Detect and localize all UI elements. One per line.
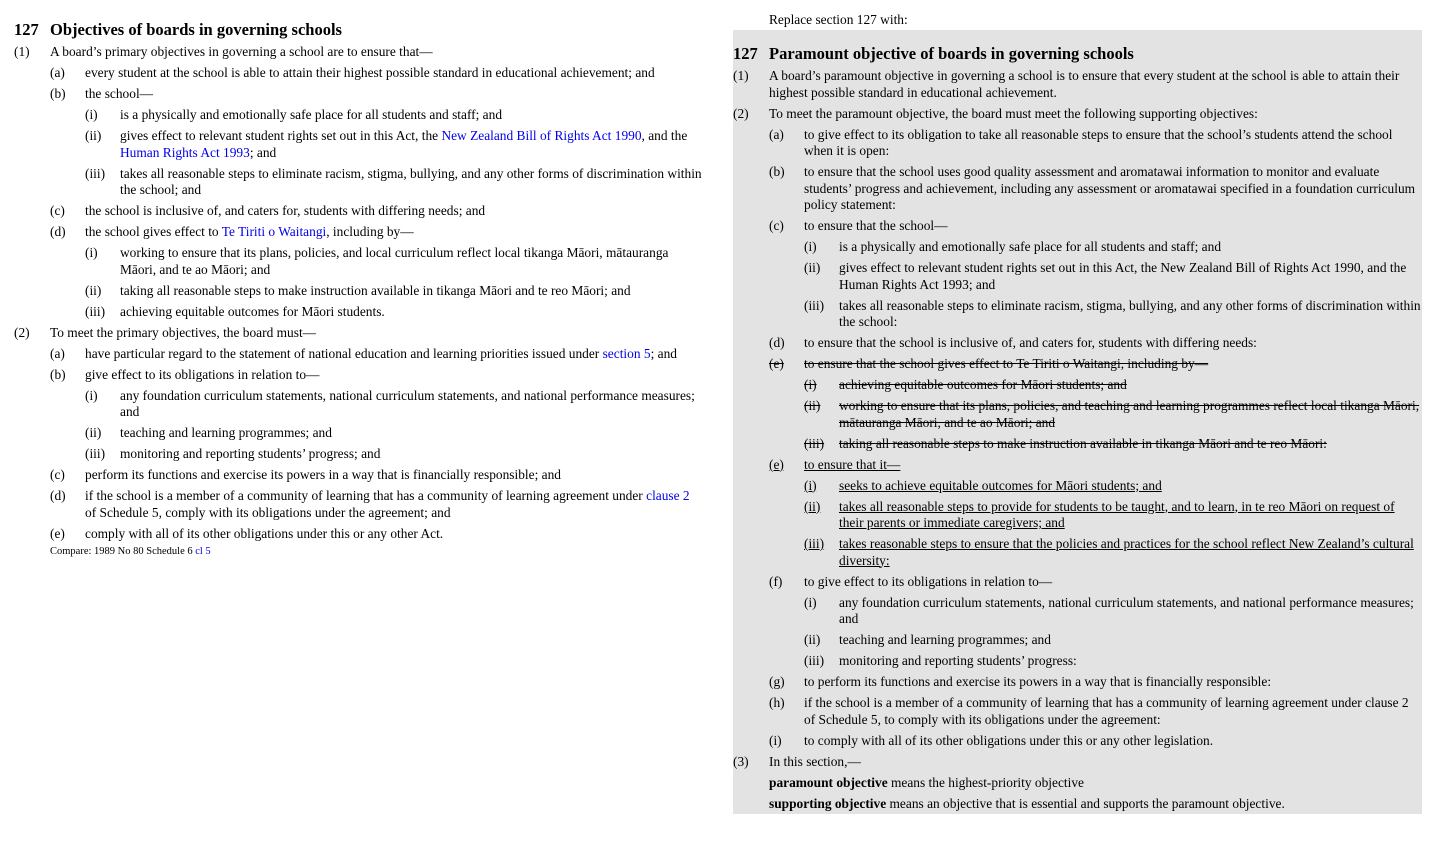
subparagraph-number: (ii): [804, 398, 821, 413]
subparagraph-text: takes all reasonable steps to eliminate racism, stigma, bullying, and any other forms of discrimination within the school; and: [120, 165, 702, 197]
inserted-subparagraph: [733, 536, 1422, 569]
subparagraph-text: monitoring and reporting students’ progress:: [839, 653, 1077, 668]
paragraph: [14, 467, 704, 484]
text-fragment: have particular regard to the statement of national education and learning priorities issued under: [85, 345, 603, 361]
subparagraph-number: (iii): [804, 653, 825, 668]
paragraph-number: (d): [50, 224, 66, 239]
subparagraph: [733, 595, 1422, 628]
definition-term: paramount objective: [769, 774, 888, 790]
subparagraph-text: is a physically and emotionally safe place for all students and staff; and: [839, 239, 1222, 254]
human-rights-act-link[interactable]: Human Rights Act 1993: [120, 144, 250, 160]
subparagraph-text: gives effect to relevant student rights set out in this Act, the New Zealand Bill of Rights Act 1990, and the Human Rights Act 1993; and: [839, 260, 1407, 292]
definition-text: [769, 796, 1422, 813]
paragraph-number: (f): [769, 573, 783, 589]
inserted-paragraph: [733, 457, 1422, 474]
paragraph-number: (d): [50, 488, 66, 503]
text-fragment: of Schedule 5, comply with its obligations under the agreement; and: [85, 504, 451, 520]
subsection: [14, 325, 704, 342]
paragraph: [14, 346, 704, 363]
te-tiriti-link[interactable]: Te Tiriti o Waitangi: [221, 224, 327, 239]
subparagraph: [14, 446, 704, 463]
amendment-intro: Replace section 127 with:: [769, 12, 908, 27]
subparagraph-text: any foundation curriculum statements, national curriculum statements, and national performance measures; and: [839, 594, 1414, 626]
deleted-subparagraph: [733, 436, 1422, 453]
deleted-paragraph: [733, 356, 1422, 373]
bill-of-rights-link[interactable]: New Zealand Bill of Rights Act 1990: [441, 128, 642, 143]
inserted-text: takes reasonable steps to ensure that the policies and practices for the school reflect New Zealand’s cultural diversity:: [839, 536, 1414, 568]
paragraph-number: (b): [50, 366, 66, 382]
paragraph-text: to give effect to its obligations in relation to—: [804, 573, 1053, 589]
paragraph-text: comply with all of its other obligations under this or any other Act.: [85, 525, 444, 541]
paragraph-number: (b): [769, 164, 785, 179]
subparagraph-number: (i): [85, 387, 98, 403]
subparagraph: [733, 653, 1422, 670]
subparagraph-text: monitoring and reporting students’ progress; and: [120, 446, 381, 461]
section-number: 127: [14, 20, 39, 39]
paragraph: [733, 335, 1422, 352]
paragraph-number: (c): [50, 203, 65, 218]
text-fragment: , including by—: [326, 224, 414, 239]
subparagraph: [14, 245, 704, 278]
subparagraph-text: takes all reasonable steps to eliminate racism, stigma, bullying, and any other forms of discrimination within the school:: [839, 297, 1421, 329]
definition: [733, 775, 1422, 792]
paragraph-text: to ensure that the school uses good quality assessment and aromatawai information to monitor and evaluate students’ progress and achievement, including any assessment or aromatawai specified in a foundation curriculum policy statement:: [804, 164, 1416, 212]
subparagraph-number: (ii): [804, 260, 821, 275]
current-section-column: [14, 0, 704, 558]
definition-text: [769, 775, 1422, 792]
subparagraph: [14, 388, 704, 421]
paragraph: [14, 367, 704, 384]
replacement-section-panel: [733, 30, 1422, 814]
paragraph: [733, 695, 1422, 728]
subparagraph-number: (ii): [85, 282, 102, 298]
paragraph: [733, 733, 1422, 750]
subsection-number: (1): [14, 44, 30, 59]
section-heading: [14, 20, 704, 40]
paragraph-text: to ensure that the school—: [804, 218, 948, 233]
subsection-text: To meet the paramount objective, the board must meet the following supporting objectives:: [769, 105, 1258, 121]
compare-text: Compare: 1989 No 80 Schedule 6: [50, 545, 196, 557]
paragraph-text: if the school is a member of a community of learning that has a community of learning agreement under clause 2 of Schedule 5, to comply with its obligations under the agreement:: [804, 695, 1409, 727]
paragraph-number: (e): [769, 356, 784, 371]
paragraph-text: [85, 488, 704, 521]
subparagraph-text: teaching and learning programmes; and: [120, 425, 332, 440]
paragraph: [14, 488, 704, 521]
subparagraph-number: (i): [804, 377, 817, 392]
paragraph-text: give effect to its obligations in relation to—: [85, 366, 320, 382]
subparagraph: [14, 107, 704, 124]
paragraph-number: (e): [50, 525, 65, 541]
paragraph-number: (g): [769, 674, 785, 689]
paragraph-number: (a): [50, 345, 65, 361]
subsection-text: A board’s paramount objective in governing a school is to ensure that every student at the school is able to attain their highest possible standard in educational achievement.: [769, 68, 1400, 100]
subparagraph-text: achieving equitable outcomes for Māori students.: [120, 303, 385, 319]
paragraph-text: to comply with all of its other obligations under this or any other legislation.: [804, 732, 1214, 748]
subparagraph-number: (iii): [85, 165, 106, 181]
paragraph: [14, 203, 704, 220]
subparagraph-number: (iii): [85, 446, 106, 461]
subparagraph-number: (iii): [804, 536, 825, 551]
paragraph: [733, 218, 1422, 235]
paragraph: [14, 224, 704, 241]
deleted-text: to ensure that the school gives effect to Te Tiriti o Waitangi, including by—: [804, 356, 1209, 371]
paragraph-text: perform its functions and exercise its powers in a way that is financially responsible; and: [85, 467, 561, 482]
subparagraph-text: teaching and learning programmes; and: [839, 632, 1051, 647]
deleted-text: taking all reasonable steps to make instruction available in tikanga Māori and te reo Māori:: [839, 435, 1327, 451]
paragraph: [733, 127, 1422, 160]
subparagraph: [733, 632, 1422, 649]
subsection: [14, 44, 704, 61]
text-fragment: ; and: [650, 345, 677, 361]
subparagraph: [14, 128, 704, 161]
subparagraph: [14, 304, 704, 321]
paragraph-number: (e): [769, 456, 784, 472]
text-fragment: ; and: [249, 144, 277, 160]
paragraph-text: to perform its functions and exercise its powers in a way that is financially responsible:: [804, 674, 1272, 689]
subparagraph-number: (i): [804, 239, 817, 254]
subsection-text: A board’s primary objectives in governing a school are to ensure that—: [50, 44, 433, 59]
subparagraph: [14, 166, 704, 199]
paragraph: [733, 164, 1422, 214]
subparagraph-text: is a physically and emotionally safe place for all students and staff; and: [120, 107, 503, 122]
inserted-text: takes all reasonable steps to provide for students to be taught, and to learn, in te reo Māori on request of their parents or immediate caregivers; and: [839, 498, 1395, 530]
subparagraph-text: [120, 128, 704, 161]
text-fragment: if the school is a member of a community of learning that has a community of learning agreement under: [85, 488, 647, 503]
subsection: [733, 106, 1422, 123]
subsection-number: (2): [14, 324, 30, 340]
section-title: Objectives of boards in governing schools: [50, 20, 342, 39]
definition: [733, 796, 1422, 813]
compare-note: [14, 545, 704, 558]
subsection-number: (3): [733, 753, 749, 769]
paragraph-number: (a): [769, 126, 784, 142]
section-title: Paramount objective of boards in governing schools: [769, 44, 1134, 63]
paragraph: [14, 65, 704, 82]
paragraph-text: the school—: [85, 86, 154, 101]
subsection-number: (1): [733, 68, 749, 83]
paragraph: [14, 86, 704, 103]
paragraph-number: (a): [50, 65, 65, 80]
definition-body: means an objective that is essential and supports the paramount objective.: [886, 795, 1285, 811]
text-fragment: , and the: [641, 128, 688, 143]
subsection-text: To meet the primary objectives, the board must—: [50, 324, 317, 340]
subparagraph-number: (ii): [85, 425, 102, 440]
deleted-subparagraph: [733, 377, 1422, 394]
paragraph-number: (d): [769, 335, 785, 350]
section-5-link[interactable]: section 5: [602, 345, 651, 361]
definition-term: supporting objective: [769, 795, 887, 811]
subparagraph-number: (i): [85, 245, 98, 260]
clause-2-link[interactable]: clause 2: [646, 488, 690, 503]
subparagraph: [14, 425, 704, 442]
subparagraph: [733, 239, 1422, 256]
paragraph-text: to give effect to its obligation to take all reasonable steps to ensure that the school’s students attend the school when it is open:: [804, 126, 1393, 158]
paragraph-text: [85, 224, 704, 241]
subsection-text: In this section,—: [769, 753, 861, 769]
subsection: [733, 68, 1422, 101]
subparagraph-number: (i): [804, 477, 817, 493]
subparagraph-number: (iii): [804, 297, 825, 313]
paragraph-text: [85, 346, 704, 363]
deleted-text: working to ensure that its plans, policies, and teaching and learning programmes reflect local tikanga Māori, mātauranga Māori, and te ao Māori; and: [839, 398, 1420, 430]
section-number: 127: [733, 44, 758, 63]
subparagraph-number: (i): [85, 107, 98, 122]
paragraph-text: every student at the school is able to attain their highest possible standard in educational achievement; and: [85, 65, 655, 80]
subparagraph-number: (i): [804, 594, 817, 610]
subparagraph-text: any foundation curriculum statements, national curriculum statements, and national performance measures; and: [120, 387, 695, 419]
inserted-subparagraph: [733, 499, 1422, 532]
subparagraph: [14, 283, 704, 300]
text-fragment: gives effect to relevant student rights set out in this Act, the: [120, 128, 442, 143]
subparagraph-number: (iii): [804, 435, 825, 451]
section-heading: [733, 44, 1422, 64]
subparagraph-number: (iii): [85, 303, 106, 319]
paragraph-text: to ensure that the school is inclusive of, and caters for, students with differing needs:: [804, 335, 1257, 350]
subparagraph: [733, 298, 1422, 331]
inserted-text: seeks to achieve equitable outcomes for Māori students; and: [839, 477, 1162, 493]
subsection: [733, 754, 1422, 771]
inserted-subparagraph: [733, 478, 1422, 495]
inserted-text: to ensure that it—: [804, 456, 901, 472]
subparagraph-number: (ii): [85, 128, 102, 143]
subparagraph-number: (ii): [804, 632, 821, 647]
deleted-subparagraph: [733, 398, 1422, 431]
paragraph: [733, 674, 1422, 691]
subparagraph: [733, 260, 1422, 293]
definition-body: means the highest-priority objective: [887, 774, 1084, 790]
compare-cl-5-link[interactable]: cl 5: [195, 545, 211, 557]
subparagraph-number: (ii): [804, 498, 821, 514]
subparagraph-text: working to ensure that its plans, policies, and local curriculum reflect local tikanga Māori, mātauranga Māori, and te ao Māori; and: [120, 245, 669, 277]
deleted-text: achieving equitable outcomes for Māori students; and: [839, 377, 1127, 392]
paragraph-number: (c): [50, 467, 65, 482]
subsection-number: (2): [733, 105, 749, 121]
paragraph: [733, 574, 1422, 591]
subparagraph-text: taking all reasonable steps to make instruction available in tikanga Māori and te reo Māori; and: [120, 282, 631, 298]
paragraph: [14, 526, 704, 543]
paragraph-number: (b): [50, 86, 66, 101]
text-fragment: the school gives effect to: [85, 224, 222, 239]
paragraph-number: (i): [769, 732, 782, 748]
paragraph-number: (h): [769, 695, 785, 710]
paragraph-text: the school is inclusive of, and caters for, students with differing needs; and: [85, 203, 486, 218]
paragraph-number: (c): [769, 218, 784, 233]
